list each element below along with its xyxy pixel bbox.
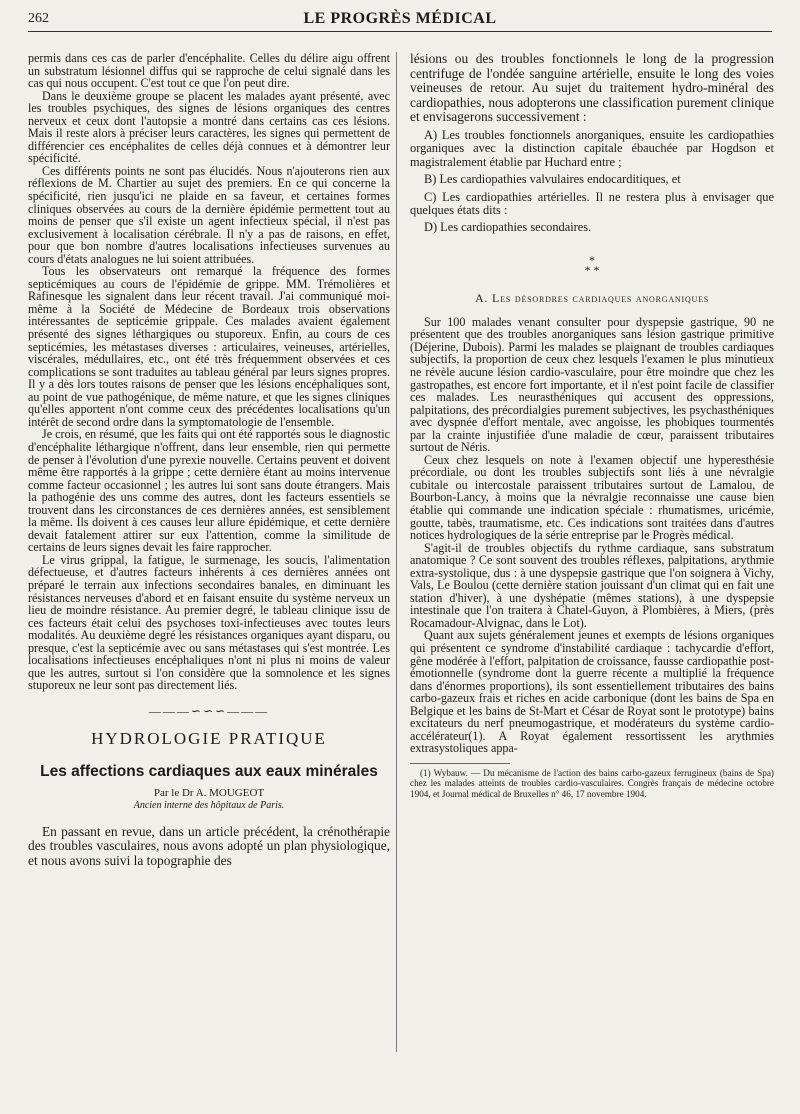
classification-item: D) Les cardiopathies secondaires. [424,220,592,235]
article-intro: En passant en revue, dans un article précédent, la crénothérapie des troubles vasculaires, nous avons adopté un plan physiologique, et nous avons suivi la topographie des [28,823,390,869]
paragraph: Quant aux sujets généralement jeunes et exempts de lésions organiques qui présentent ce syndrome d'instabilité cardiaque : tachycardie d'effort, gêne modérée à l'effort, palpitation de croissance, fausse cardiopathie post-émotionnelle (syndrome dont la guerre récente a multiplié la fréquence dans d'énormes proportions), ils sont essentiellement tributaires des bains carbo-gazeux frais et riches en acide carbonique (dont les bains de Spa en Belgique et les bains de St-Mart et César de Royat sont le prototype) bains excitateurs du nerf pneumogastrique, et modérateurs du système cardio-accélérateur(1). A Royat également ressortissent les arythmies extrasystoliques appa- [410,628,774,756]
left-column [28,52,390,869]
paragraph: Le virus grippal, la fatigue, le surmenage, les soucis, l'alimentation défectueuse, et d'autres facteurs inhérents à ces dernières années ont préparé le terrain aux infections secondaires banales, en diminuant les résistances nerveuses d'abord et en faisant ensuite du système nerveux un lieu de moindre résistance. Au premier degré, le tableau clinique issu de ces facteurs était celui des psychoses toxi-infectieuses avec toutes leurs modalités. Au deuxième degré les résistances organiques ayant disparu, ou presque, c'est la septicémie avec ou sans métastases qui s'est montrée. Les localisations infectieuses encéphaliques n'ont ni plus ni moins de valeur que les autres, surtout si l'on considère que la somnolence et les signes stuporeux ne leur sont pas directement liés. [28,552,390,693]
paragraph: S'agit-il de troubles objectifs du rythme cardiaque, sans substratum anatomique ? Ce sont souvent des troubles réflexes, palpitations, arythmie extra-systolique, dus : à une dyspepsie gastrique que l'on soignera à Vichy, Vals, Le Boulou (cette dernière station jouissant d'un climat qui en fait une station d'hiver), à une dyshépatie (mêmes stations), à une dyspepsie intestinale que l'on traitera à Chatel-Guyon, à Plombières, à Miers, (près Rocamadour-Alvignac, dans le Lot). [410,540,774,630]
paragraph: Ces différents points ne sont pas élucidés. Nous n'ajouterons rien aux réflexions de M. Chartier au sujet des premiers. En ce qui concerne la spécificité, rien jusqu'ici ne plaide en sa faveur, et certaines formes cliniques observées au cours de la dernière épidémie permettent tout au moins de penser que s'il existe un agent infectieux spécial, il n'est pas exclusivement à localisation cérébrale. Il n'y a pas de raisons, en effet, pour que bon nombre d'autres localisations infectieuses survenues au cours d'états analogues ne lui soient attribuées. [28,163,390,266]
article-title: Les affections cardiaques aux eaux minérales [40,762,378,780]
footnote: (1) Wybauw. — Du mécanisme de l'action des bains carbo-gazeux ferrugineux (bains de Spa) chez les malades atteints de troubles cardio-vasculaires. Congrès français de médecine octobre 1904, et Journal médical de Bruxelles n° 46, 17 novembre 1904. [410,767,774,799]
classification-item: A) Les troubles fonctionnels anorganiques, ensuite les cardiopathies organiques avec la distinction capitale ébauchée par Hogdson et magistralement établie par Huchard entre ; [410,127,774,169]
paragraph: lésions ou des troubles fonctionnels le long de la progression centrifuge de l'ondée sanguine artérielle, ensuite le long des voies veineuses de retour. Au sujet du traitement hydro-minéral des cardiopathies, nous adopterons une classification purement clinique et envisagerons successivement : [410,51,774,125]
paragraph: Sur 100 malades venant consulter pour dyspepsie gastrique, 90 ne présentent que des troubles anorganiques sans lésion gastrique primitive (Déjerine, Dubois). Parmi les malades se plaignant de troubles cardiaques subjectifs, la proportion de ceux chez lesquels l'examen le plus minutieux ne révèle aucune lésion cardio-vasculaire, pour être moindre que chez les gastropathes, est encore fort importante, et il n'est point facile de classifier ces malades. Les neurasthéniques qui accusent des oppressions, palpitations, des précordialgies purement subjectives, les psychasthéniques avec dyspnée d'effort mentale, avec angoisse, les phobiques tourmentés par la crainte injustifiée d'une maladie de cœur, paraissent tributaires surtout de Néris. [410,314,774,455]
section-separator-stars [410,252,774,277]
subsection-heading: A. Les désordres cardiaques anorganiques [474,290,710,305]
section-ornament: ———∽∽∽——— [148,703,270,718]
paragraph: Dans le deuxième groupe se placent les malades ayant présenté, avec les troubles psychiques, des signes de lésions organiques des centres nerveux et ceux dont l'autopsie a montré dans certains cas ces lésions. Mais il reste alors à préciser leurs caractères, les signes qui permettent de différencier ces encéphalites de celles déjà connues et à démontrer leur spécificité. [28,88,390,166]
author-affiliation: Ancien interne des hôpitaux de Paris. [133,799,285,811]
paragraph: Ceux chez lesquels on note à l'examen objectif une hyperesthésie précordiale, ou dont les troubles subjectifs sont liés à une névralgie cubitale ou intercostale paraissent tributaires surtout de Lamalou, de Bourbon-Lancy, à moins que la névralgie reconnaisse une cause bien établie qui commande une indication spéciale : rhumatismes, uricémie, goutte, tabès, traumatisme, etc. Ces indications sont traitées dans d'autres notices hydrologiques de la série entreprise par le Progrès médical. [410,452,774,543]
star-pair: * * [584,262,600,277]
paragraph: permis dans ces cas de parler d'encéphalite. Celles du délire aigu offrent un substratum lésionnel diffus qui se rapproche de celui signalé dans les cas qui nous occupent. C'est tout ce que l'on peut dire. [28,51,390,91]
running-title: LE PROGRÈS MÉDICAL [303,10,497,27]
page-header [28,8,772,30]
paragraph: Tous les observateurs ont remarqué la fréquence des formes septicémiques au cours de l'épidémie de grippe. MM. Trémolières et Rafinesque les signalent dans leur récent travail. J'ai communiqué moi-même à la Société de Médecine de Bordeaux trois observations intéressantes de septicémie grippale. Ces malades avaient également présenté des signes léthargiques ou stuporeux. Enfin, au cours de ces septicémies, les métastases diverses : articulaires, veineuses, artérielles, viscérales, médullaires, etc., ont été très fréquemment observées et ces complications se sont traduites au tableau général par leurs signes propres. Il y a dès lors toutes raisons de penser que les lésions encéphaliques sont, au point de vue pathogénique, de même nature, et que les signes cliniques qu'elles apportent n'ont comme ceux des précédentes localisations qu'un intérêt de second ordre dans la symptomatologie de l'ensemble. [28,264,390,429]
classification-item: C) Les cardiopathies artérielles. Il ne restera plus à envisager que quelques états dits : [410,189,774,217]
column-divider [396,52,397,1052]
section-title: HYDROLOGIE PRATIQUE [91,728,327,748]
right-column [410,52,774,799]
footnote-rule [410,763,510,764]
classification-item: B) Les cardiopathies valvulaires endocarditiques, et [424,172,681,187]
article-byline: Par le Dr A. MOUGEOT [153,786,265,799]
paragraph: Je crois, en résumé, que les faits qui ont été rapportés sous le diagnostic d'encéphalite léthargique n'offrent, dans leur ensemble, rien qui permette de penser à l'évolution d'une pyrexie nouvelle. Certains peuvent et doivent même être rapportés à la grippe ; cette dernière étant au moins intervenue comme facteur occasionnel ; les autres lui sont sans doute étrangers. Mais la pathogénie des uns comme des autres, dont les facteurs essentiels se trouvent dans les circonstances de ces dernières années, est sensiblement la même. Ils doivent à ces causes leur allure épidémique, et cette dernière devait fatalement attirer sur eux l'attention, comme la similitude de certains de leurs signes devait les faire rapprocher. [28,427,390,555]
header-rule [28,31,772,32]
star-top: * [589,252,595,267]
page-number: 262 [28,11,49,26]
